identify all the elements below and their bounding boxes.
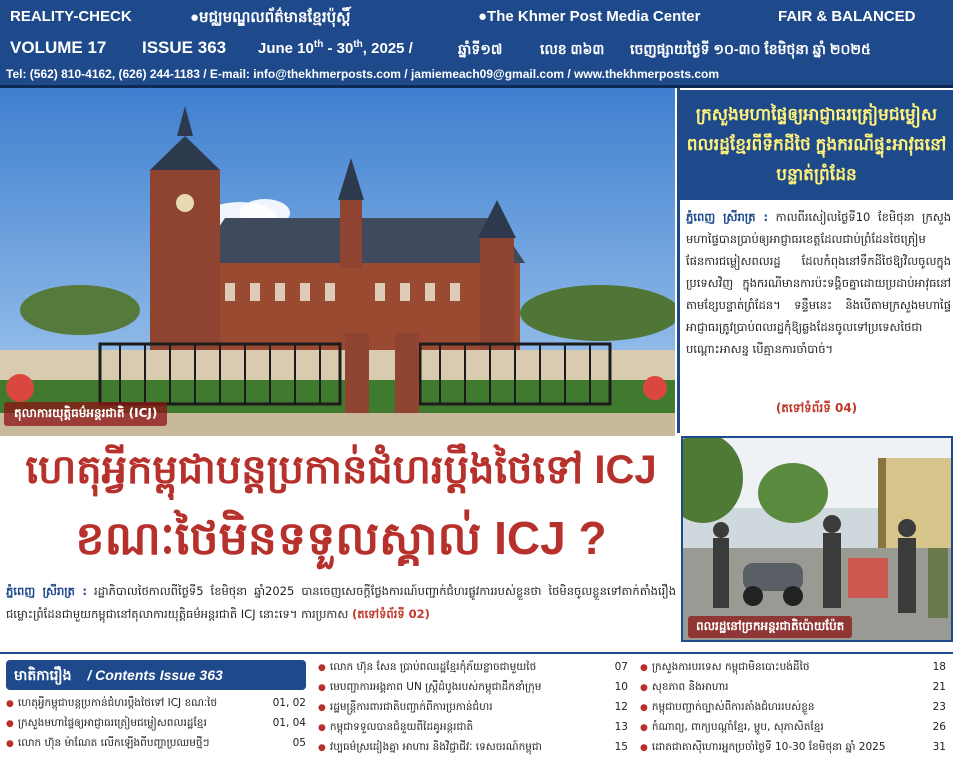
masthead-row-2 (0, 34, 953, 62)
contents-entry-page: 12 (614, 701, 628, 713)
masthead-row-1 (0, 4, 953, 30)
contents-entry-page: 01, 02 (272, 697, 306, 709)
contents-entry[interactable] (6, 694, 306, 713)
contents-entry-page: 01, 04 (272, 717, 306, 729)
side-story-headline: ក្រសួងមហាផ្ទៃឲ្យអាជ្ញាធរត្រៀមជម្លៀសពលរដ្ឋខ្មែរពីទឹកដីថៃ ក្នុងករណីផ្ទុះអាវុធនៅបន្ទាត់ព្រំដែន (680, 90, 953, 200)
contents-entry[interactable] (640, 658, 946, 677)
contents-entry-page: 21 (932, 681, 946, 693)
bullet-icon: ● (318, 703, 326, 713)
side-story-continue-link[interactable]: (តទៅទំព័រទី 04) (775, 401, 858, 415)
contents-entry-title: រដ្ឋមន្ត្រីការពារជាតិបញ្ជាក់ពីការប្រកាន់ជំហរ (329, 701, 493, 713)
bullet-icon: ● (318, 723, 326, 733)
contents-section (0, 652, 953, 761)
contents-entry[interactable] (318, 678, 628, 697)
contents-title-khmer: មាតិការឿង (14, 667, 72, 683)
bullet-icon: ● (6, 739, 14, 749)
contents-entry-page: 10 (614, 681, 628, 693)
peace-palace-photo (0, 88, 675, 436)
contents-entry-title: ក្រសួងមហាផ្ទៃឲ្យអាជ្ញាធរត្រៀមជម្លៀសពលរដ្ឋខ្មែរ (17, 717, 207, 729)
bullet-icon: ● (640, 723, 648, 733)
contents-entry[interactable] (640, 718, 946, 737)
main-story-byline: ភ្នំពេញ ស្រីរាត្រ : (6, 584, 87, 598)
contents-entry-title: កំណាព្យ, ពាក្យបណ្តាំខ្មែរ, ម្ហូប, សុភាសិតខ្មែរ (651, 721, 824, 733)
contents-title (6, 660, 306, 690)
bullet-icon: ● (640, 743, 648, 753)
reality-check-label: REALITY-CHECK (10, 8, 132, 25)
contents-entry-page: 13 (614, 721, 628, 733)
fair-balanced-label: FAIR & BALANCED (778, 8, 916, 25)
english-publication-name: ●The Khmer Post Media Center (478, 8, 701, 25)
main-story-continue-link[interactable]: (តទៅទំព័រទី 02) (351, 607, 430, 621)
bullet-icon: ● (318, 683, 326, 693)
contents-entry[interactable] (640, 738, 946, 757)
side-story-byline: ភ្នំពេញ ស្រីរាត្រ : (686, 210, 769, 224)
bullet-icon: ● (6, 719, 14, 729)
contents-entry-title: ហេតុអ្វីកម្ពុជាបន្តប្រកាន់ជំហរប្តឹងថៃទៅ ICJ ខណៈថៃ (17, 697, 218, 709)
bullet-icon: ● (640, 663, 648, 673)
bullet-icon: ● (318, 743, 326, 753)
volume-number: VOLUME 17 (10, 38, 107, 57)
contents-entry[interactable] (318, 738, 628, 757)
khmer-issue: លេខ ៣៦៣ (540, 41, 605, 57)
main-headline-line-2: ខណៈថៃមិនទទួលស្គាល់ ICJ ? (75, 512, 607, 564)
bullet-icon: ● (6, 699, 14, 709)
contents-entry-page: 15 (614, 741, 628, 753)
bullet-icon: ● (640, 703, 648, 713)
contents-entry-title: កម្ពុជាទទួលបានជំនួយពីដៃគូអន្តរជាតិ (329, 721, 474, 733)
contents-entry[interactable] (318, 718, 628, 737)
side-story-text: កាលពីរសៀលថ្ងៃទី10 ខែមិថុនា ក្រសួងមហាផ្ទៃបានប្រាប់ឲ្យអាជ្ញាធរខេត្តដែលជាប់ព្រំដែនថៃត្រៀមផែនការជម្លៀសពលរដ្ឋ ដែលកំពុងនៅទឹកដីថៃឱ្យវិលចូលក្នុងប្រទេសវិញ ក្នុងករណីមានការប៉ះទង្គិចគ្នាដោយប្រដាប់អាវុធនៅតាមខ្សែបន្ទាត់ព្រំដែន។ ទន្ទឹមនេះ និងបើតាមក្រសួងមហាផ្ទៃ អាជ្ញាធរត្រូវប្រាប់ពលរដ្ឋកុំឱ្យឆ្លងដែនចូលទៅប្រទេសថៃជាបណ្តោះអាសន្ន បើគ្មានការចាំបាច់។ (686, 210, 951, 356)
side-story (677, 88, 953, 433)
issue-number: ISSUE 363 (142, 38, 227, 57)
contents-entry-page: 05 (292, 737, 306, 749)
contents-entry-page: 23 (932, 701, 946, 713)
contents-entry-title: វប្បធម៌ស្រដៀងគ្នា អាហារ និងវិជ្ជាជីវៈ ទេសចរណ៍កម្ពុជា (329, 741, 542, 753)
second-photo-caption: ពលរដ្ឋនៅច្រកអន្តរជាតិប៉ោយប៉ែត (688, 616, 852, 638)
contents-entry-page: 07 (614, 661, 628, 673)
contents-entry[interactable] (318, 658, 628, 677)
contents-entry-title: លោក ហ៊ុន ម៉ាណែត លើកឡើងពីបញ្ហាប្រឈមថ្មីៗ (17, 737, 210, 749)
bullet-icon: ● (318, 663, 326, 673)
contents-entry[interactable] (6, 734, 306, 753)
contents-entry-page: 18 (932, 661, 946, 673)
contents-entry-title: មេបញ្ជាការអង្គភាព UN ស្ត្រីដំបូងរបស់កម្ពុជាដឹកនាំក្រុម (329, 681, 542, 693)
side-story-body (686, 206, 951, 360)
main-photo-caption: តុលាការយុត្តិធម៌អន្តរជាតិ (ICJ) (4, 402, 167, 426)
khmer-date: ចេញផ្សាយថ្ងៃទី ១០-៣០ ខែមិថុនា ឆ្នាំ ២០២៥ (630, 41, 871, 57)
contents-title-english: / Contents Issue 363 (87, 667, 223, 683)
main-story-text: រដ្ឋាភិបាលថៃកាលពីថ្ងៃទី5 ខែមិថុនា ឆ្នាំ2025 បានចេញសេចក្តីថ្លែងការណ៍បញ្ជាក់ជំហរផ្លូវការរបស់ខ្លួនថា ថៃមិនចូលខ្លួនទៅតាក់តាំងរឿងជម្លោះព្រំដែនជាមួយកម្ពុជានៅតុលាការយុត្តិធម៌អន្តរជាតិ ICJ នោះទេ។ ការប្រកាស (6, 584, 677, 621)
contents-entry-title: កម្ពុជាបញ្ជាក់ច្បាស់ពីការតាំងជំហររបស់ខ្លួន (651, 701, 815, 713)
contents-entry-page: 31 (932, 741, 946, 753)
khmer-publication-name: ●មជ្ឈមណ្ឌលព័ត៌មានខ្មែរប៉ុស្តិ៍ (190, 9, 351, 26)
contact-line: Tel: (562) 810-4162, (626) 244-1183 / E-mail: info@thekhmerposts.com / jamiemeach09@gmail.com / www.thekhmerposts.com (6, 67, 719, 81)
masthead (0, 0, 953, 88)
khmer-year: ឆ្នាំទី១៧ (458, 41, 503, 57)
contents-entry[interactable] (640, 678, 946, 697)
contents-entry-title: លោក ហ៊ុន សែន ប្រាប់ពលរដ្ឋខ្មែរកុំភ័យខ្លាចជាមួយថៃ (329, 661, 537, 673)
contents-entry[interactable] (640, 698, 946, 717)
contents-entry-page: 26 (932, 721, 946, 733)
contents-entry-title: សុខភាព និងអាហារ (651, 681, 729, 693)
issue-date: June 10th - 30th, 2025 / (258, 39, 413, 57)
main-headline-line-1: ហេតុអ្វីកម្ពុជាបន្តប្រកាន់ជំហរប្តឹងថៃទៅ ICJ (25, 448, 657, 492)
masthead-row-3 (0, 64, 953, 84)
contents-entry[interactable] (318, 698, 628, 717)
contents-entry-title: ក្រសួងការបរទេស កម្ពុជាមិនបោះបង់ដីថៃ (651, 661, 810, 673)
border-crossing-photo (681, 436, 953, 642)
main-story-lede (6, 580, 676, 626)
bullet-icon: ● (640, 683, 648, 693)
contents-entry[interactable] (6, 714, 306, 733)
contents-entry-title: ដោតជាតាស៊ីហោរអ្នកប្រចាំថ្ងៃទី 10-30 ខែមិថុនា ឆ្នាំ 2025 (651, 741, 886, 753)
